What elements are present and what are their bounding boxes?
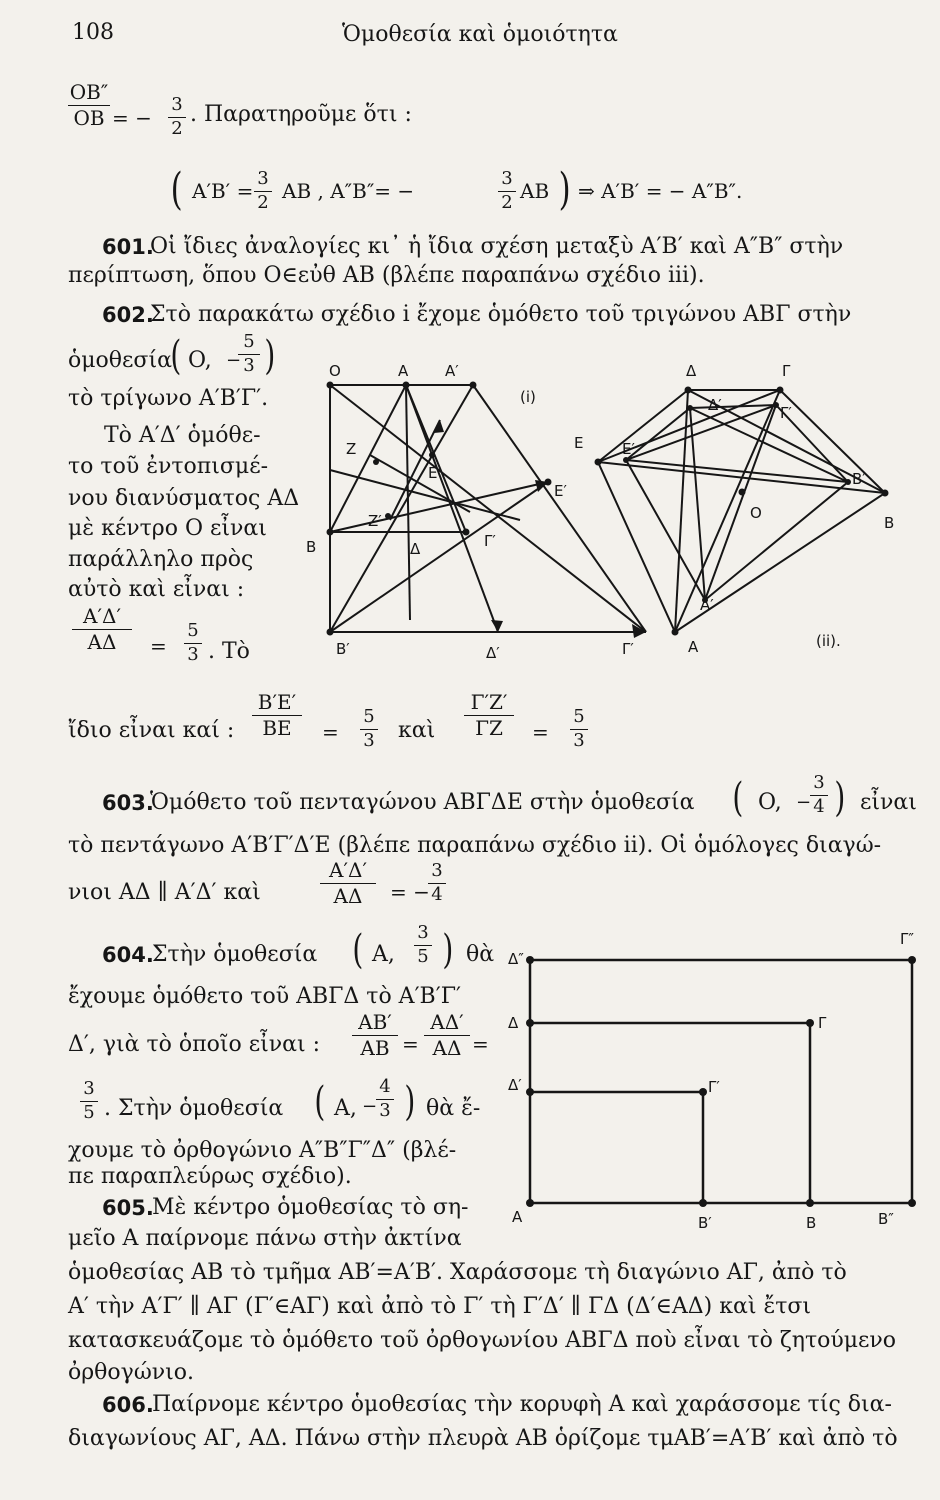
paren-604b-left: (	[314, 1079, 326, 1125]
fraction-ad1-ad: AΔ′ AΔ	[424, 1012, 470, 1059]
fig1-label-B: B	[306, 538, 317, 556]
formula-line2-a: A′B′ =	[192, 179, 254, 203]
fraction-4-3: 4 3	[376, 1078, 394, 1121]
problem-604-line1e: θὰ	[466, 942, 495, 967]
equals-604-a: =	[402, 1032, 419, 1056]
fig1-label-D: Δ	[410, 540, 421, 558]
fraction-ad-eq: =	[150, 634, 167, 658]
problem-604-line1b: A,	[372, 942, 395, 967]
fig1-label-D1: Δ′	[486, 644, 500, 662]
fig3-label-D1: Δ′	[508, 1076, 522, 1094]
fraction-ad: A′Δ′ AΔ	[72, 606, 132, 653]
fig2-label-B1: B′	[852, 470, 866, 488]
problem-602-line11: ἴδιο εἶναι καί :	[68, 718, 235, 743]
fraction-be: B′E′ BE	[252, 692, 302, 739]
problem-604-line6: πε παραπλεύρως σχέδιο).	[68, 1164, 352, 1189]
problem-604-line5: χουμε τὸ ὀρθογώνιο A″B″Γ″Δ″ (βλέ-	[68, 1138, 457, 1163]
formula-line2-h: ⇒ A′B′ = − A″B″.	[578, 179, 743, 203]
fig1-label-A: A	[398, 362, 409, 380]
fig1-label-O: O	[329, 362, 341, 380]
fig2-label-G1: Γ′	[780, 404, 792, 422]
fig3-label-D: Δ	[508, 1014, 519, 1032]
fig2-label-E: E	[574, 434, 584, 452]
problem-602-number: 602.	[102, 303, 154, 327]
kai-text: καὶ	[398, 718, 436, 743]
problem-604-number: 604.	[102, 943, 154, 967]
right-paren: )	[558, 164, 571, 215]
page-number: 108	[72, 20, 114, 45]
problem-605-number: 605.	[102, 1196, 154, 1220]
paren-604-left: (	[352, 927, 364, 973]
formula-line2-g: AB	[520, 179, 550, 203]
fraction-3-2: 3 2	[168, 96, 186, 139]
fig3-label-B1: B′	[698, 1214, 712, 1232]
problem-605-line1: Μὲ κέντρο ὁμοθεσίας τὸ ση-	[152, 1195, 469, 1220]
fig2-caption: (ii).	[816, 632, 841, 650]
problem-602-line2a: ὁμοθεσία	[68, 348, 172, 373]
fraction-3-4-b: 3 4	[428, 862, 446, 905]
fig2-label-D: Δ	[686, 362, 697, 380]
fig1-label-Z1: Z′	[368, 512, 382, 530]
paren-603-right: )	[834, 775, 846, 821]
fig1-caption: (i)	[520, 388, 536, 406]
fig1-label-E: E	[428, 464, 438, 482]
fraction-minus-5-3: 5 3	[238, 333, 260, 376]
formula-eq: = −	[112, 106, 152, 130]
fraction-3-4: 3 4	[810, 774, 828, 817]
problem-605-line3: ὁμοθεσίας AB τὸ τμῆμα AB′=A′B′. Χαράσσομε τὴ διαγώνιο AΓ, ἀπὸ τὸ	[68, 1260, 847, 1285]
problem-602-line5: το τοῦ ἐντοπισμέ-	[68, 454, 269, 479]
paren-604b-right: )	[404, 1079, 416, 1125]
running-title: Ὁμοθεσία καὶ ὁμοιότητα	[342, 22, 618, 47]
problem-606-number: 606.	[102, 1393, 154, 1417]
problem-601-number: 601.	[102, 235, 154, 259]
fig3-label-B2: B″	[878, 1210, 894, 1228]
problem-605-line5: κατασκευάζομε τὸ ὁμόθετο τοῦ ὀρθογωνίου AΒΓΔ ποὺ εἶναι τὸ ζητούμενο	[68, 1328, 897, 1353]
problem-604-line3a: Δ′, γιὰ τὸ ὁποῖο εἶναι :	[68, 1032, 321, 1057]
left-paren: (	[170, 164, 183, 215]
problem-602-line6: νου διανύσματος AΔ	[68, 486, 300, 511]
problem-605-line4: A′ τὴν A′Γ′ ∥ AΓ (Γ′∈AΓ) καὶ ἀπὸ τὸ Γ′ τὴ Γ′Δ′ ∥ ΓΔ (Δ′∈AΔ) καὶ ἔτσι	[68, 1294, 812, 1319]
problem-601-line2: περίπτωση, ὅπου O∈εὐθ AB (βλέπε παραπάνω σχέδιο iii).	[68, 263, 705, 288]
problem-602-line2b: O,	[188, 348, 212, 373]
problem-604-line1a: Στὴν ὁμοθεσία	[152, 942, 318, 967]
fig2-label-A1: A′	[700, 596, 714, 614]
observe-text: . Παρατηροῦμε ὅτι :	[190, 102, 412, 127]
problem-602-line3: τὸ τρίγωνο A′B′Γ′.	[68, 386, 269, 411]
fig3-label-B: B	[806, 1214, 817, 1232]
fraction-ob: OB″ OB	[69, 80, 109, 130]
fraction-3-5: 3 5	[414, 924, 432, 967]
fig3-label-A: A	[512, 1208, 523, 1226]
figure-604-rectangles	[520, 950, 920, 1210]
paren-left: (	[170, 333, 182, 379]
fig3-label-G2: Γ″	[900, 930, 914, 948]
fig1-label-Z: Z	[346, 440, 357, 458]
fig1-label-B1: B′	[336, 640, 350, 658]
equals-2: =	[532, 720, 549, 744]
fig2-label-B: B	[884, 514, 895, 532]
problem-605-line6: ὀρθογώνιο.	[68, 1360, 194, 1385]
problem-602-line1: Στὸ παρακάτω σχέδιο i ἔχομε ὁμόθετο τοῦ τριγώνου AΒΓ στὴν	[150, 302, 852, 327]
fig1-label-A1: A′	[445, 362, 459, 380]
problem-604-line4g: θὰ ἔ-	[426, 1096, 481, 1121]
paren-604-right: )	[442, 927, 454, 973]
fraction-3-2-c: 3 2	[498, 170, 516, 213]
fig3-label-G1: Γ′	[708, 1078, 720, 1096]
problem-602-line7: μὲ κέντρο O εἶναι	[68, 516, 267, 541]
fraction-ab1-ab: AB′ AB	[352, 1012, 398, 1059]
paren-right: )	[264, 333, 276, 379]
problem-603-line2: τὸ πεντάγωνο A′B′Γ′Δ′E (βλέπε παραπάνω σχέδιο ii). Οἱ ὁμόλογες διαγώ-	[68, 833, 882, 858]
fig2-label-A: A	[688, 638, 699, 656]
problem-604-line2: ἔχουμε ὁμόθετο τοῦ AΒΓΔ τὸ A′B′Γ′	[68, 984, 461, 1009]
formula-line2-d: AB , A″B″= −	[282, 179, 415, 203]
fraction-ad-3-4: A′Δ′ AΔ	[320, 860, 376, 907]
problem-603-line1e: εἶναι	[860, 790, 917, 815]
problem-605-line2: μεῖο A παίρνομε πάνω στὴν ἀκτίνα	[68, 1226, 462, 1251]
problem-603-line1a: Ὁμόθετο τοῦ πενταγώνου AΒΓΔE στὴν ὁμοθεσία	[150, 790, 695, 815]
fig2-label-E1: E′	[622, 440, 635, 458]
fraction-5-3-b: 5 3	[360, 708, 378, 751]
fig2-label-D1: Δ′	[708, 396, 722, 414]
fig2-label-O: O	[750, 504, 762, 522]
equals-604-b: =	[472, 1032, 489, 1056]
problem-602-line4: Τὸ A′Δ′ ὁμόθε-	[104, 423, 261, 448]
problem-601-line1: Οἱ ἴδιες ἀναλογίες κι᾽ ἡ ἴδια σχέση μεταξὺ A′B′ καὶ A″B″ στὴν	[150, 234, 844, 259]
minus-604: −	[362, 1096, 378, 1117]
fig2-label-G: Γ	[782, 362, 791, 380]
paren-603-left: (	[732, 775, 744, 821]
problem-603-number: 603.	[102, 791, 154, 815]
problem-606-line2: διαγωνίους AΓ, AΔ. Πάνω στὴν πλευρὰ AB ὁρίζομε τμAB′=A′B′ καὶ ἀπὸ τὸ	[68, 1426, 898, 1451]
fraction-3-2-b: 3 2	[254, 170, 272, 213]
fraction-5-3: 5 3	[184, 622, 202, 665]
fraction-3-5-b: 3 5	[80, 1080, 98, 1123]
problem-604-line4d: A,	[334, 1096, 357, 1121]
fraction-gz: Γ′Z′ ΓZ	[464, 692, 514, 739]
minus-603: −	[796, 792, 812, 813]
fig3-label-D2: Δ″	[508, 950, 524, 968]
equals-603: = −	[390, 880, 430, 904]
problem-604-line4c: . Στὴν ὁμοθεσία	[104, 1096, 284, 1121]
fraction-ad-after: . Τὸ	[208, 639, 250, 664]
equals-1: =	[322, 720, 339, 744]
fig1-label-G1: Γ′	[484, 532, 496, 550]
fig1-label-E1: E′	[554, 482, 567, 500]
minus-sign: −	[226, 350, 242, 371]
problem-603-line1b: O,	[758, 790, 782, 815]
problem-602-line8: παράλληλο πρὸς	[68, 547, 254, 572]
fig1-label-G1b: Γ′	[622, 640, 634, 658]
problem-602-line9: αὐτὸ καὶ εἶναι :	[68, 577, 245, 602]
fig3-label-G: Γ	[818, 1014, 827, 1032]
problem-606-line1: Παίρνομε κέντρο ὁμοθεσίας τὴν κορυφὴ A καὶ χαράσσομε τίς δια-	[152, 1392, 892, 1417]
fraction-5-3-c: 5 3	[570, 708, 588, 751]
problem-603-line3a: νιοι AΔ ∥ A′Δ′ καὶ	[68, 880, 261, 905]
figure-ii-pentagon	[590, 370, 890, 640]
